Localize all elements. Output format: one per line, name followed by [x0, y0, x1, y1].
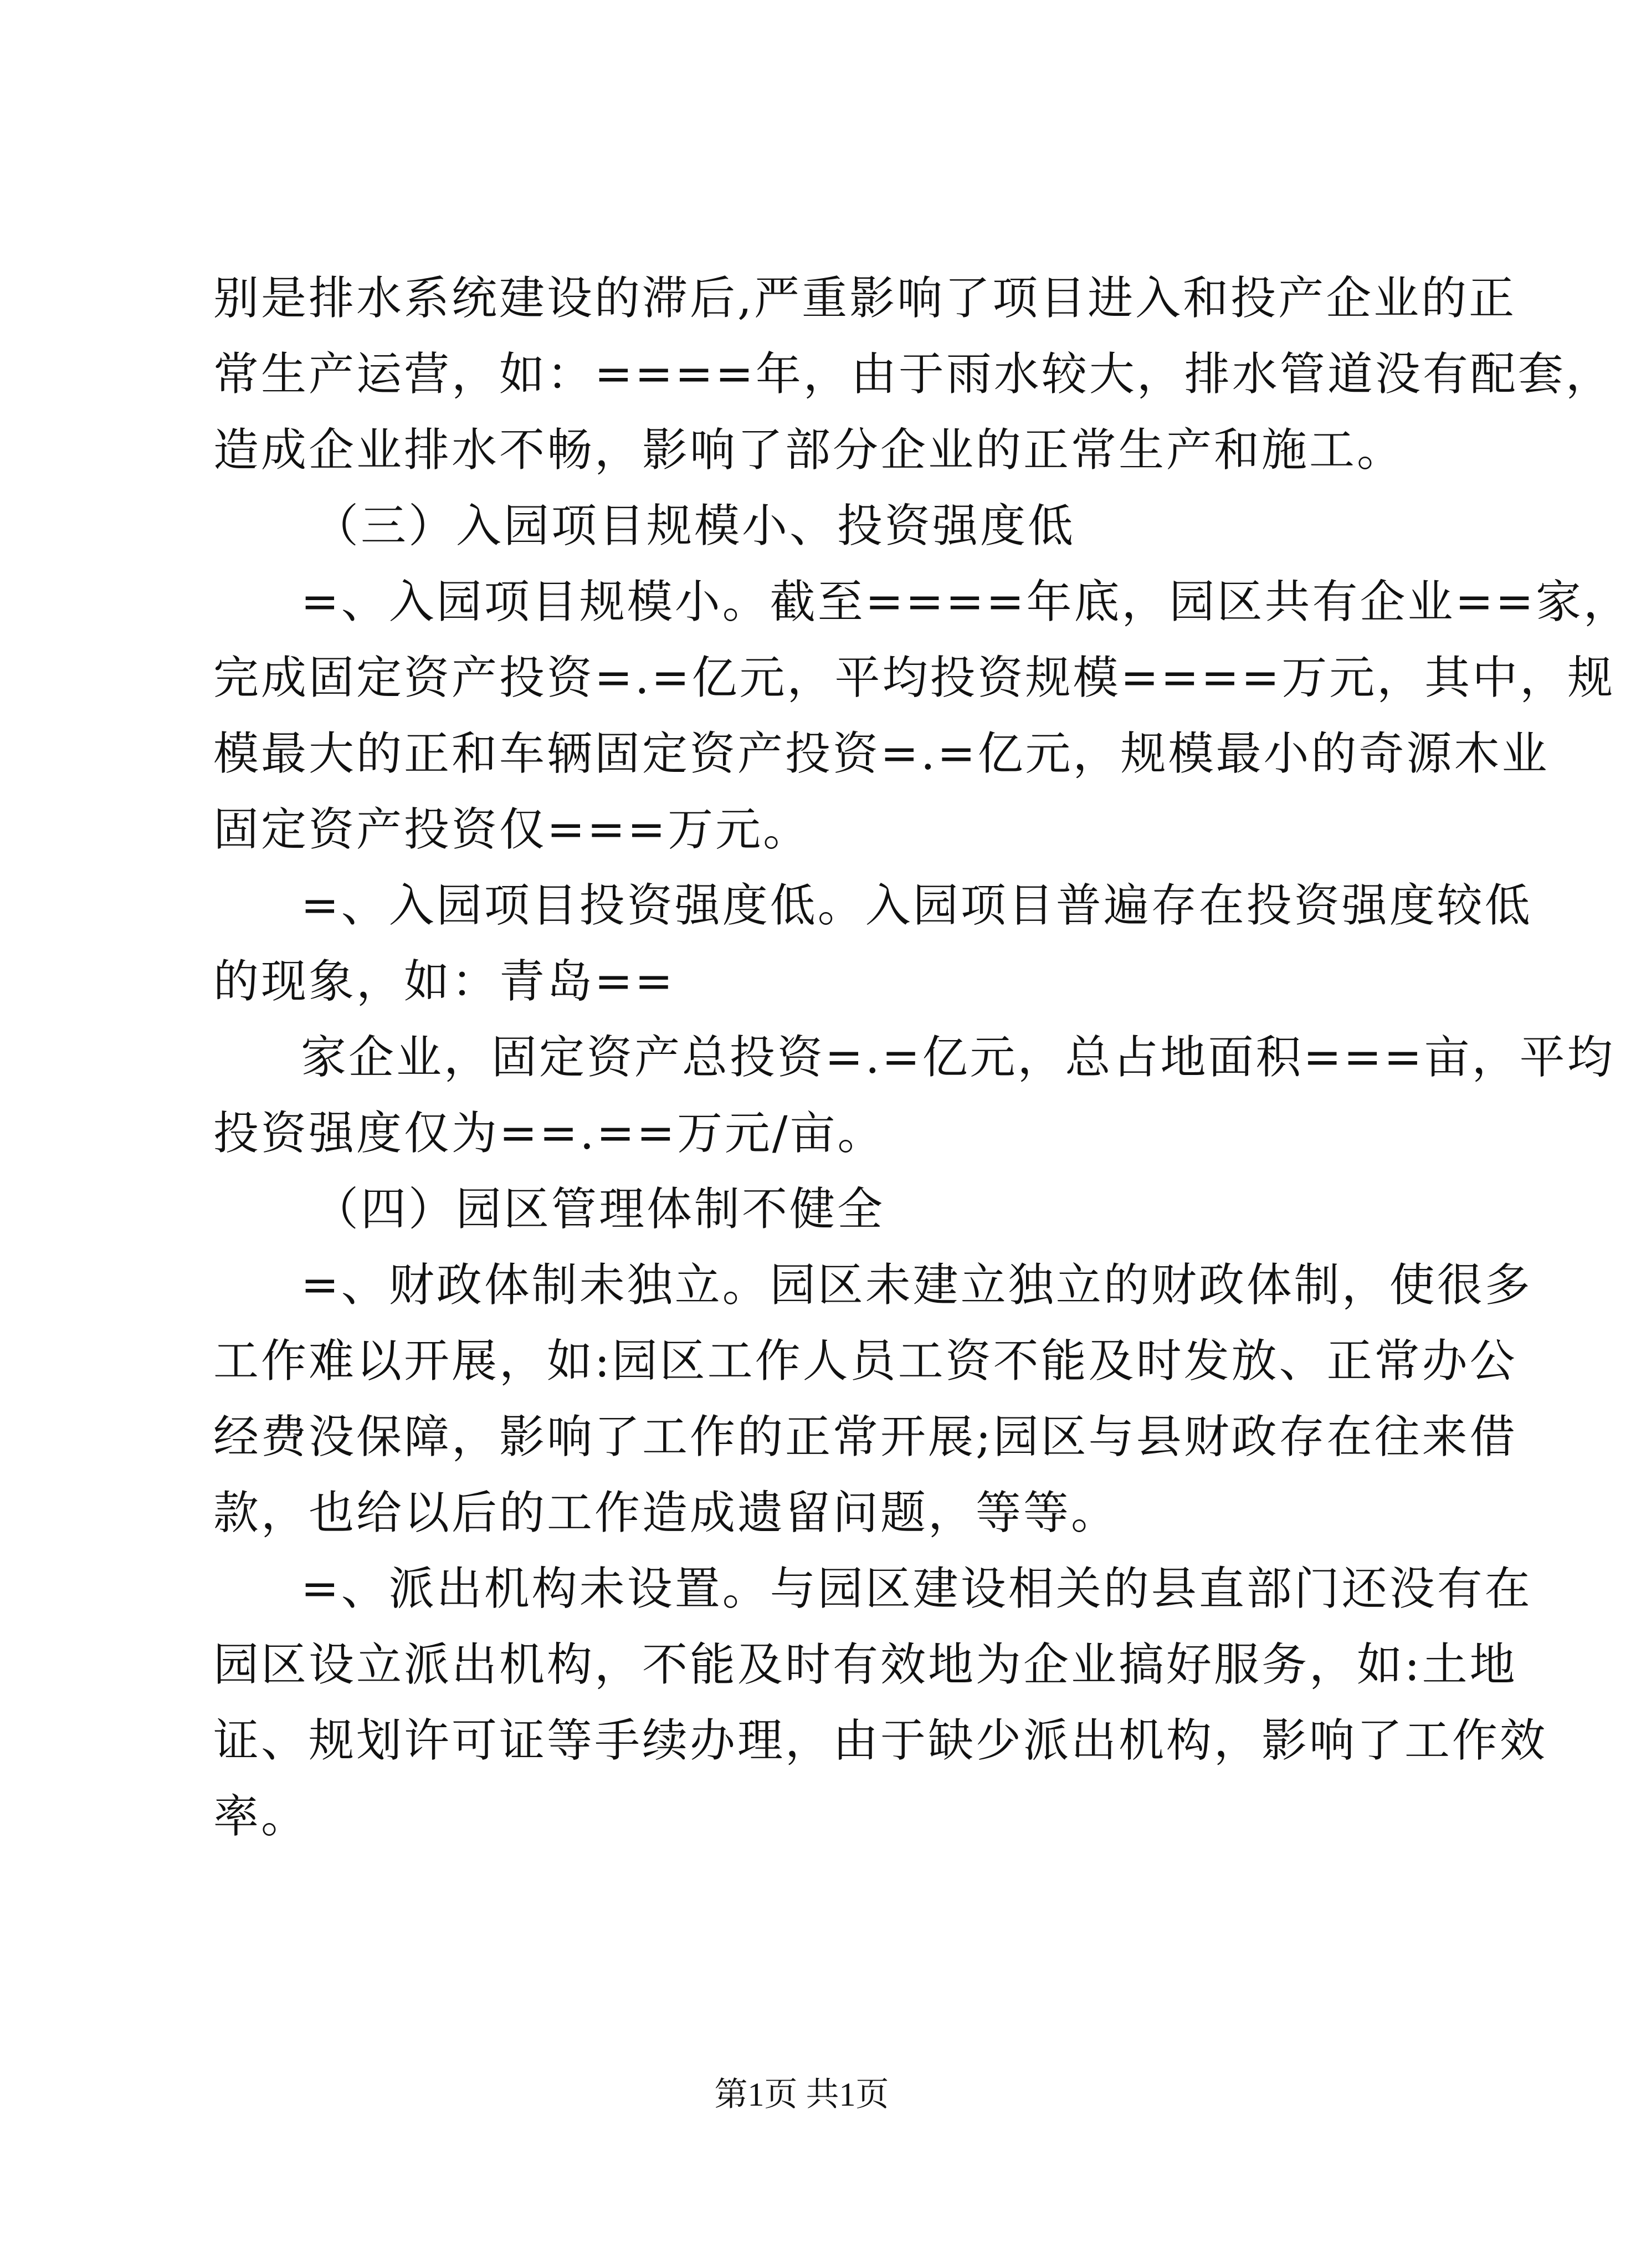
paragraph-line: 经费没保障，影响了工作的正常开展;园区与县财政存在往来借: [213, 1411, 1517, 1463]
paragraph-line: 模最大的正和车辆固定资产投资=.=亿元，规模最小的奇源木业: [213, 728, 1550, 780]
paragraph-line: 完成固定资产投资=.=亿元，平均投资规模====万元，其中，规: [213, 652, 1615, 704]
paragraph-line: 常生产运营，如：====年，由于雨水较大，排水管道没有配套，: [213, 348, 1613, 401]
document-body: [213, 260, 1631, 1855]
paragraph-line: 款，也给以后的工作造成遗留问题，等等。: [213, 1487, 1119, 1539]
paragraph-line: 证、规划许可证等手续办理，由于缺少派出机构，影响了工作效: [213, 1714, 1548, 1767]
paragraph-line: 别是排水系统建设的滞后,严重影响了项目进入和投产企业的正: [213, 272, 1517, 325]
section-heading: （四）园区管理体制不健全: [313, 1183, 885, 1236]
paragraph-line: =、派出机构未设置。与园区建设相关的县直部门还没有在: [301, 1563, 1532, 1615]
paragraph-line: =、入园项目投资强度低。入园项目普遍存在投资强度较低: [301, 879, 1532, 932]
paragraph-line: 园区设立派出机构，不能及时有效地为企业搞好服务，如:土地: [213, 1639, 1517, 1691]
paragraph-line: 的现象，如：青岛==: [213, 955, 675, 1008]
paragraph-line: 工作难以开展，如:园区工作人员工资不能及时发放、正常办公: [213, 1335, 1517, 1388]
section-heading: （三）入园项目规模小、投资强度低: [313, 500, 1076, 552]
paragraph-line: 率。: [213, 1790, 309, 1843]
paragraph-line: 投资强度仅为==.==万元/亩。: [213, 1107, 885, 1160]
paragraph-line: 家企业，固定资产总投资=.=亿元，总占地面积===亩，平均: [301, 1031, 1615, 1084]
page-number-footer: 第1页 共1页: [714, 2076, 889, 2113]
paragraph-line: 造成企业排水不畅，影响了部分企业的正常生产和施工。: [213, 424, 1405, 477]
paragraph-line: =、财政体制未独立。园区未建立独立的财政体制，使很多: [301, 1259, 1532, 1312]
paragraph-line: =、入园项目规模小。截至====年底，园区共有企业==家，: [301, 576, 1631, 628]
paragraph-line: 固定资产投资仅===万元。: [213, 803, 811, 856]
